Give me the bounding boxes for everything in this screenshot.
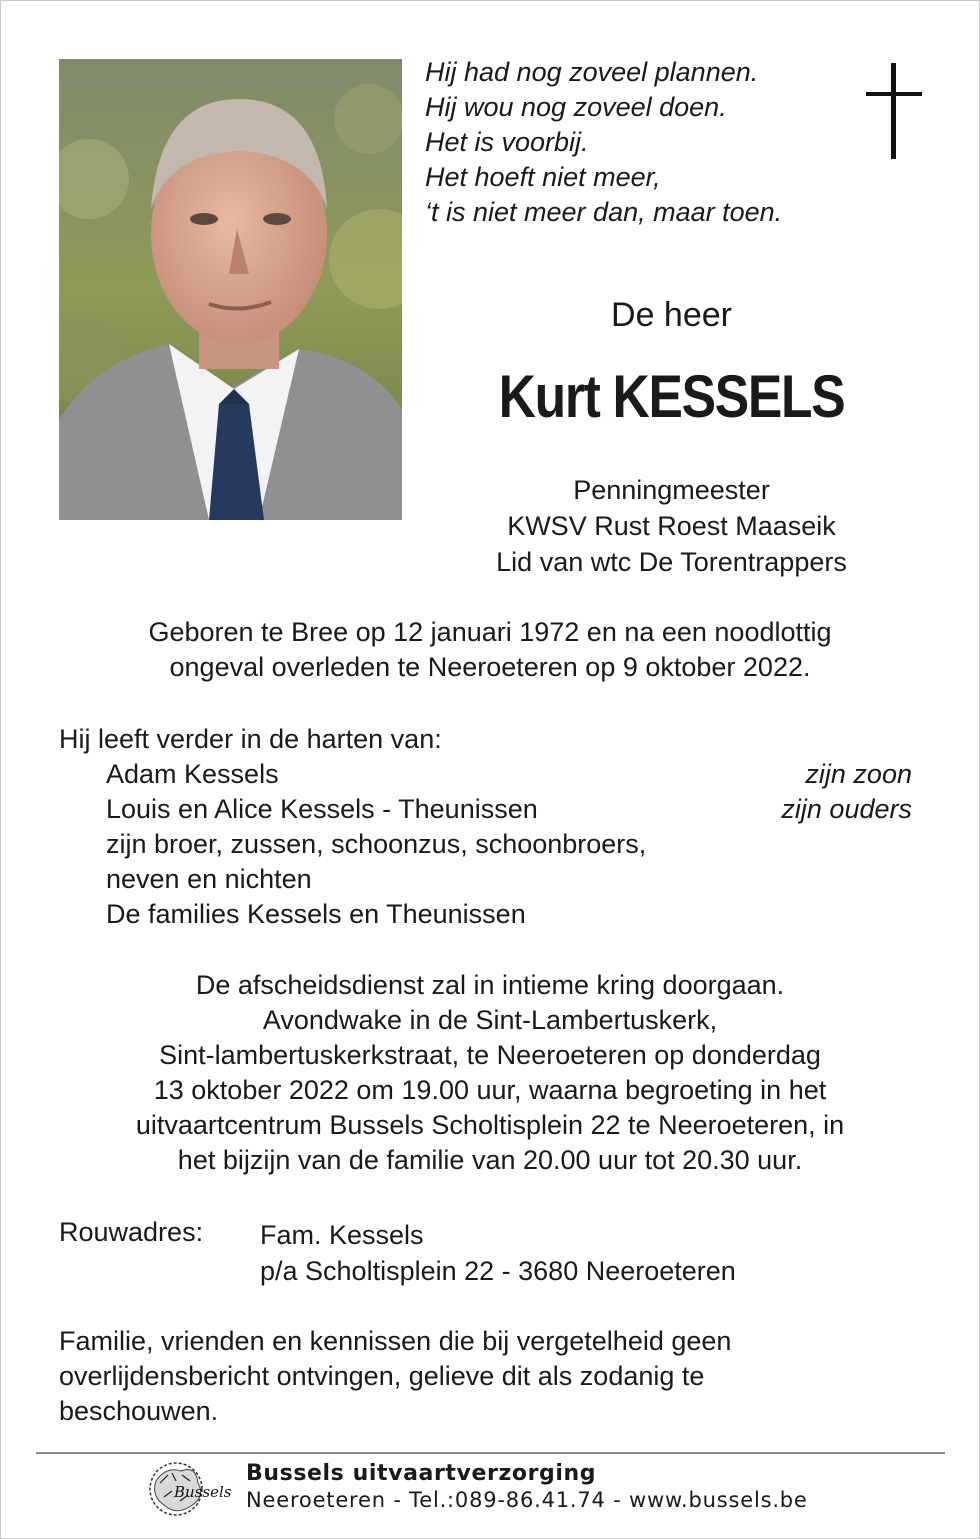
role-line: KWSV Rust Roest Maaseik xyxy=(507,511,836,541)
portrait-illustration xyxy=(59,59,402,520)
text-line: Sint-lambertuskerkstraat, te Neeroeteren op donderdag xyxy=(159,1040,821,1070)
funeral-company-name: Bussels uitvaartverzorging xyxy=(246,1461,597,1486)
text-line: beschouwen. xyxy=(59,1396,219,1426)
family-member xyxy=(106,897,912,932)
family-intro: Hij leeft verder in de harten van: xyxy=(59,724,442,754)
roles xyxy=(425,472,918,580)
birth-death-text xyxy=(40,615,940,685)
role-line: Lid van wtc De Torentrappers xyxy=(496,547,847,577)
member-name: Louis en Alice Kessels - Theunissen xyxy=(106,794,538,824)
poem-line: Hij wou nog zoveel doen. xyxy=(425,92,727,122)
member-relation: zijn zoon xyxy=(805,759,912,789)
member-name: neven en nichten xyxy=(106,864,312,894)
poem-line: Het hoeft niet meer, xyxy=(425,162,661,192)
family-member xyxy=(106,862,912,897)
address-line: p/a Scholtisplein 22 - 3680 Neeroeteren xyxy=(260,1256,736,1286)
bussels-logo xyxy=(146,1461,234,1517)
text-line: uitvaartcentrum Bussels Scholtisplein 22 te Neeroeteren, in xyxy=(135,1110,845,1140)
deceased-name: Kurt KESSELS xyxy=(498,363,845,430)
svg-text:Bussels: Bussels xyxy=(174,1483,232,1501)
member-relation: zijn ouders xyxy=(781,794,912,824)
service-details xyxy=(40,968,940,1178)
poem xyxy=(425,55,782,230)
text-line: Avondwake in de Sint-Lambertuskerk, xyxy=(262,1005,718,1035)
text-line: ongeval overleden te Neeroeteren op 9 oktober 2022. xyxy=(169,652,811,682)
text-line: overlijdensbericht ontvingen, gelieve dit als zodanig te xyxy=(59,1361,705,1391)
text-line: 13 oktober 2022 om 19.00 uur, waarna begroeting in het xyxy=(153,1075,827,1105)
notice-text xyxy=(59,1324,919,1429)
role-line: Penningmeester xyxy=(573,475,770,505)
member-name: Adam Kessels xyxy=(106,759,279,789)
funeral-company-contact: Neeroeteren - Tel.:089-86.41.74 - www.bussels.be xyxy=(246,1488,808,1512)
honorific: De heer xyxy=(611,296,732,334)
portrait-photo xyxy=(59,59,402,520)
cross-icon xyxy=(866,63,922,159)
footer-divider xyxy=(36,1452,945,1454)
text-line: De afscheidsdienst zal in intieme kring doorgaan. xyxy=(195,970,785,1000)
poem-line: Hij had nog zoveel plannen. xyxy=(425,57,759,87)
poem-line: Het is voorbij. xyxy=(425,127,589,157)
family-member xyxy=(106,792,912,827)
member-name: zijn broer, zussen, schoonzus, schoonbroers, xyxy=(106,829,647,859)
mourning-address xyxy=(260,1217,736,1289)
address-line: Fam. Kessels xyxy=(260,1220,424,1250)
text-line: Geboren te Bree op 12 januari 1972 en na een noodlottig xyxy=(148,617,832,647)
family-member xyxy=(106,757,912,792)
family-member xyxy=(106,827,912,862)
poem-line: ‘t is niet meer dan, maar toen. xyxy=(425,197,783,227)
text-line: het bijzijn van de familie van 20.00 uur tot 20.30 uur. xyxy=(177,1145,803,1175)
text-line: Familie, vrienden en kennissen die bij vergetelheid geen xyxy=(59,1326,732,1356)
address-label: Rouwadres: xyxy=(59,1217,204,1247)
member-name: De families Kessels en Theunissen xyxy=(106,899,526,929)
